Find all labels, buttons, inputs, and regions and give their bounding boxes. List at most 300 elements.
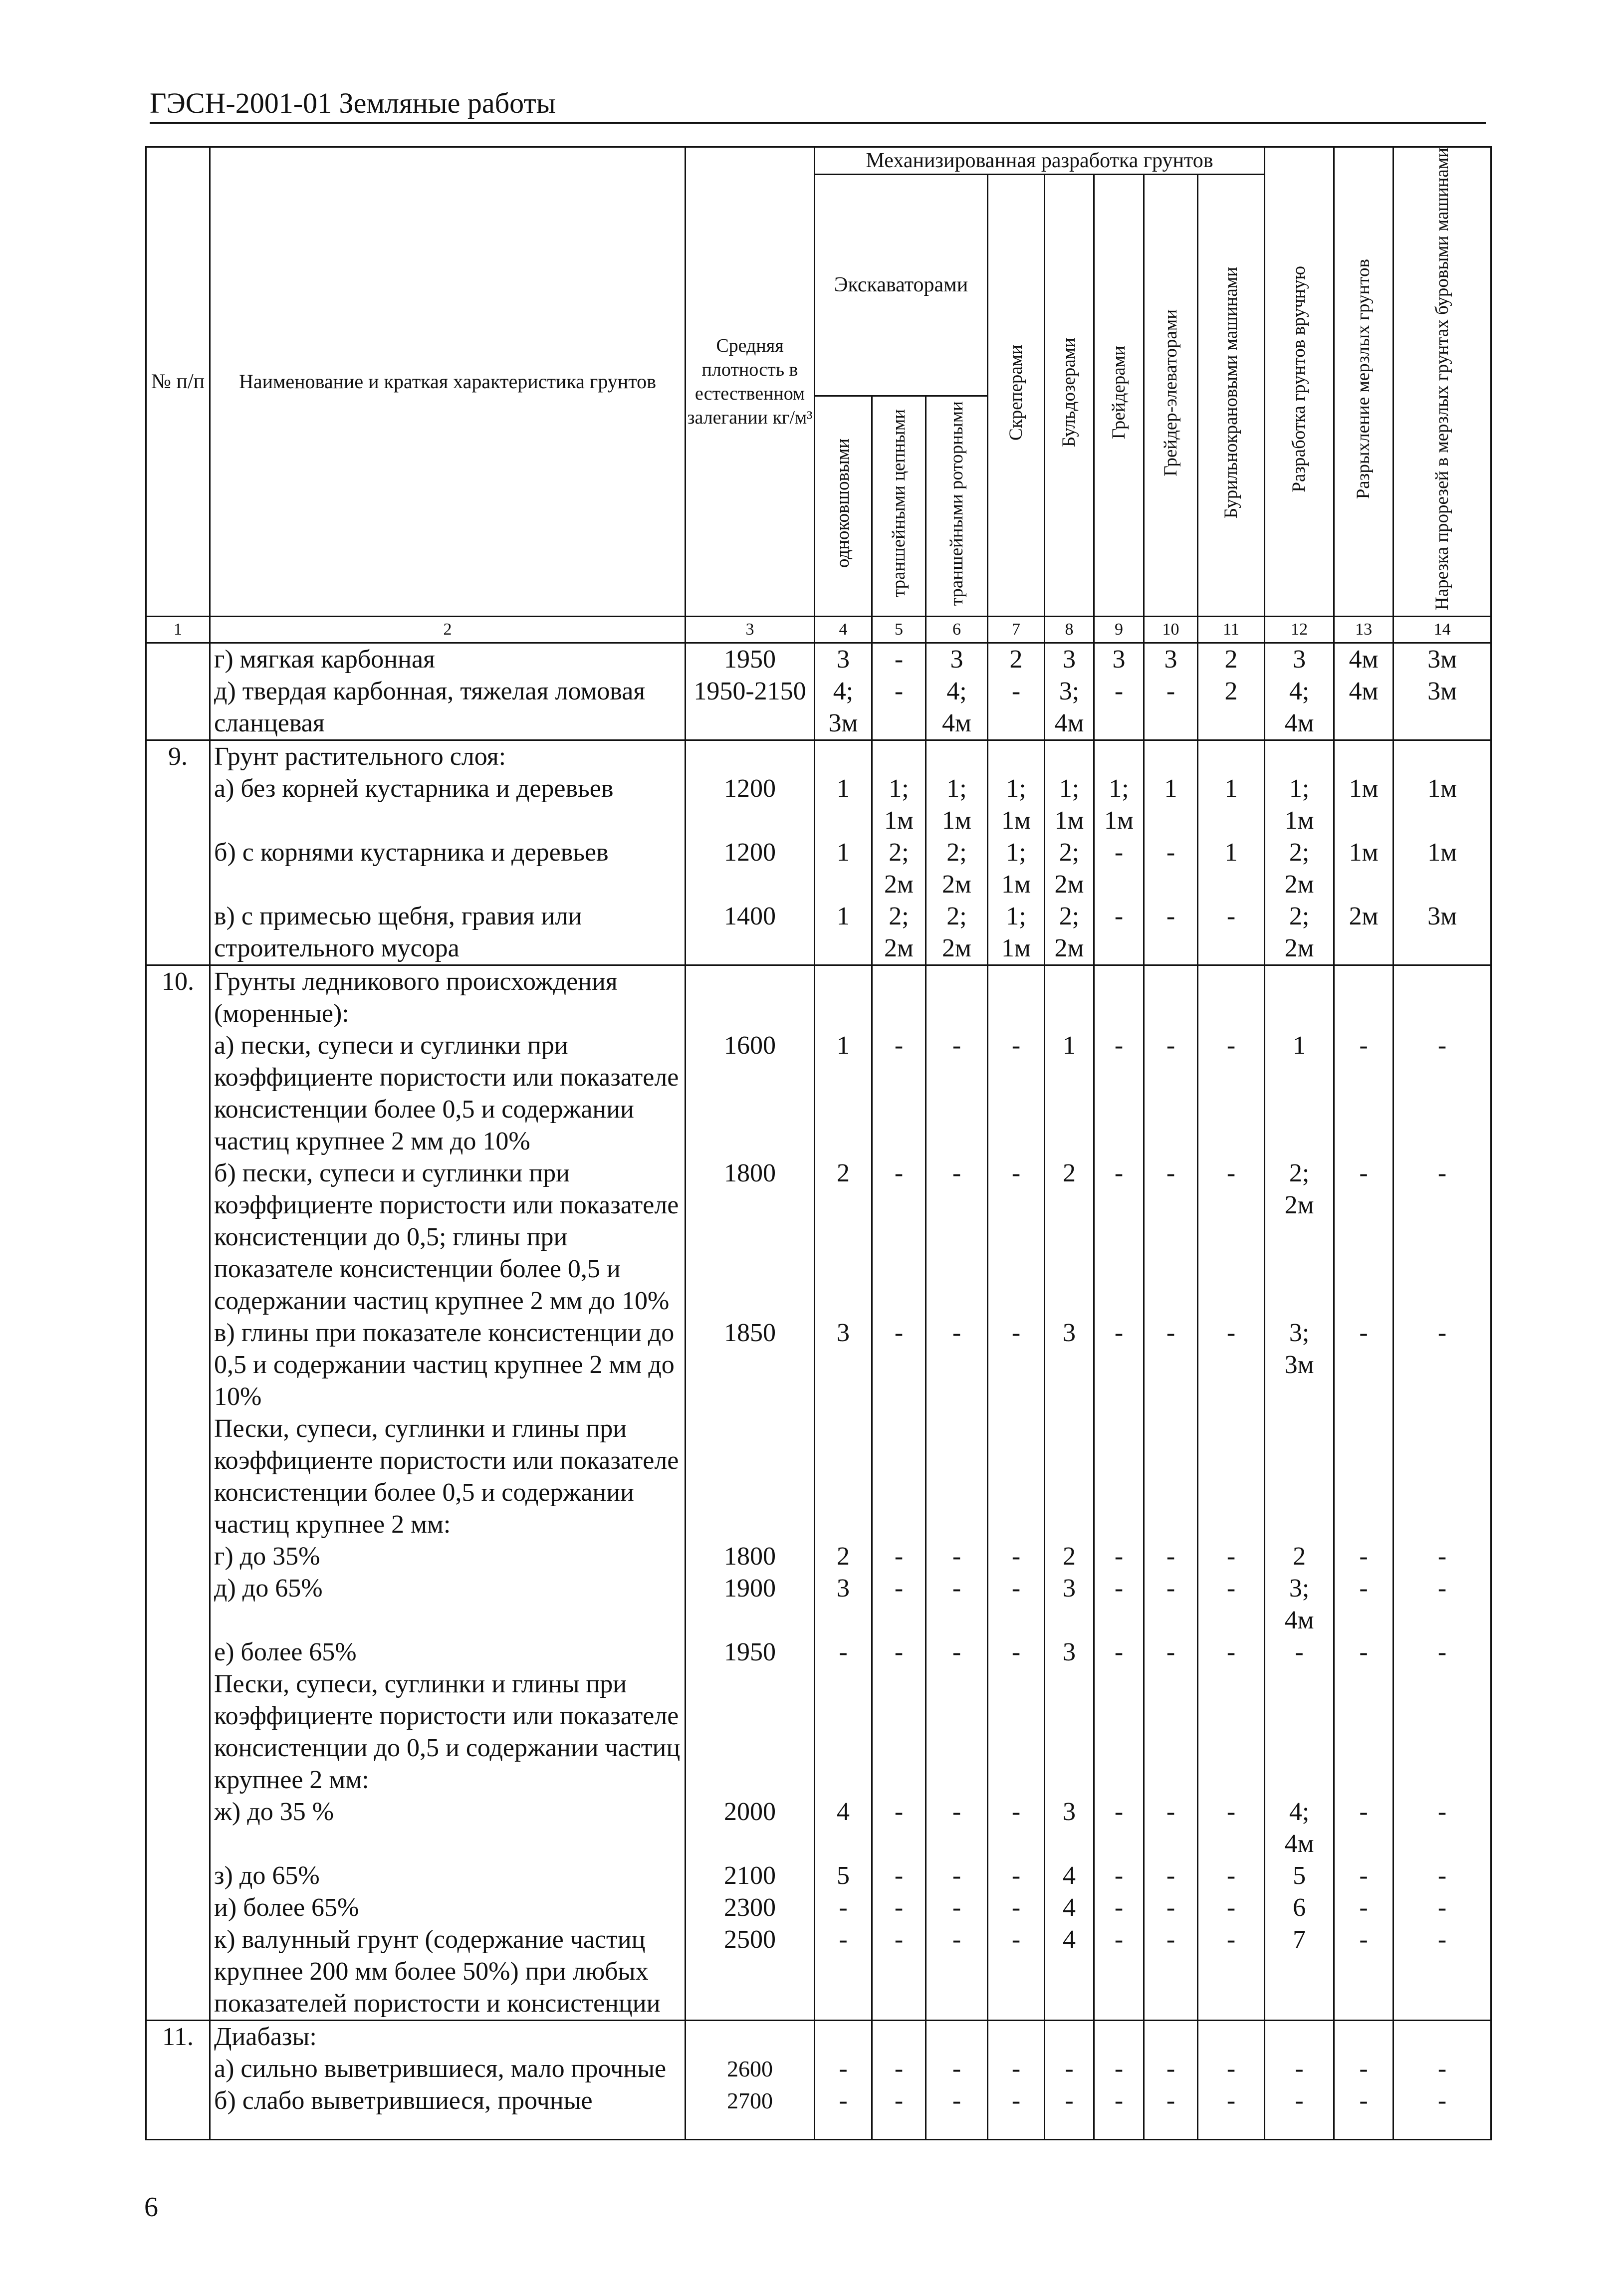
soil-density bbox=[686, 740, 815, 773]
soil-group-value: 3 bbox=[1265, 643, 1334, 676]
soil-group-value bbox=[1198, 740, 1265, 773]
soil-group-value: - bbox=[1265, 2053, 1334, 2085]
soil-group-value: - bbox=[988, 1317, 1045, 1413]
soil-group-value bbox=[815, 965, 872, 1030]
soil-group-value bbox=[1144, 740, 1198, 773]
table-row bbox=[146, 1796, 1491, 1860]
soil-group-value bbox=[988, 1668, 1045, 1796]
soil-group-value: - bbox=[872, 1030, 926, 1157]
soil-group-value bbox=[872, 740, 926, 773]
spacer-cell bbox=[926, 2117, 988, 2140]
row-number: 10. bbox=[146, 965, 210, 1030]
soil-group-value: 4м bbox=[1334, 676, 1393, 740]
soil-group-value: 1; 1м bbox=[926, 773, 988, 837]
soil-name: Пески, супеси, суглинки и глины при коэффициенте пористости или показателе консистенции более 0,5 и содержании частиц крупнее 2 мм: bbox=[210, 1413, 686, 1541]
soil-group-value: - bbox=[1265, 1636, 1334, 1668]
soil-group-value bbox=[1198, 965, 1265, 1030]
table-row bbox=[146, 643, 1491, 676]
page-number: 6 bbox=[144, 2192, 158, 2223]
soil-group-value: 3 bbox=[926, 643, 988, 676]
row-number bbox=[146, 1860, 210, 1892]
header-grader-elevators: Грейдер-элеваторами bbox=[1144, 175, 1198, 617]
table-row bbox=[146, 773, 1491, 837]
soil-group-value: 2 bbox=[815, 1157, 872, 1317]
soil-name: а) сильно выветрившиеся, мало прочные bbox=[210, 2053, 686, 2085]
spacer-cell bbox=[1198, 2117, 1265, 2140]
soil-group-value: 1; 1м bbox=[872, 773, 926, 837]
soil-group-value: 1; 1м bbox=[1265, 773, 1334, 837]
column-number: 3 bbox=[686, 617, 815, 643]
soil-group-value: 1 bbox=[1265, 1030, 1334, 1157]
soil-density: 1950-2150 bbox=[686, 676, 815, 740]
soil-group-value: 3м bbox=[1393, 901, 1491, 965]
soil-group-value: - bbox=[1144, 901, 1198, 965]
soil-group-value: - bbox=[1198, 1860, 1265, 1892]
soil-group-value: - bbox=[1094, 1157, 1144, 1317]
soil-name: б) слабо выветрившиеся, прочные bbox=[210, 2085, 686, 2117]
soil-group-value: - bbox=[1094, 676, 1144, 740]
soil-density: 1850 bbox=[686, 1317, 815, 1413]
header-num: № п/п bbox=[146, 147, 210, 617]
soil-density: 1800 bbox=[686, 1157, 815, 1317]
soil-group-value: 3 bbox=[1045, 1796, 1094, 1860]
row-number: 11. bbox=[146, 2021, 210, 2054]
soil-name: г) до 35% bbox=[210, 1541, 686, 1573]
soil-group-value: - bbox=[988, 2085, 1045, 2117]
row-number bbox=[146, 676, 210, 740]
soil-group-value: - bbox=[1198, 1892, 1265, 1924]
spacer-cell bbox=[146, 2117, 210, 2140]
soil-group-value: - bbox=[815, 1924, 872, 2021]
soil-group-value: - bbox=[1045, 2085, 1094, 2117]
soil-group-value: - bbox=[1094, 2085, 1144, 2117]
soil-name: б) пески, супеси и суглинки при коэффициенте пористости или показателе консистенции до 0,5; глины при показателе консистенции более 0,5 и содержании частиц крупнее 2 мм до 10% bbox=[210, 1157, 686, 1317]
table-row bbox=[146, 1413, 1491, 1541]
header-bulldozers: Бульдозерами bbox=[1045, 175, 1094, 617]
soil-group-value bbox=[1265, 1668, 1334, 1796]
soil-group-value: - bbox=[988, 1573, 1045, 1636]
soil-group-value: - bbox=[872, 1892, 926, 1924]
soil-group-value: 4; 4м bbox=[1265, 1796, 1334, 1860]
soil-group-value: 3; 4м bbox=[1045, 676, 1094, 740]
soil-group-value: - bbox=[1198, 2085, 1265, 2117]
soil-group-value bbox=[926, 1413, 988, 1541]
soil-group-value: - bbox=[1094, 1541, 1144, 1573]
soil-group-value: 3м bbox=[1393, 676, 1491, 740]
soil-name: г) мягкая карбонная bbox=[210, 643, 686, 676]
soil-group-value: 3 bbox=[1094, 643, 1144, 676]
soil-group-value: 4м bbox=[1334, 643, 1393, 676]
soil-group-value: - bbox=[1144, 2085, 1198, 2117]
row-number bbox=[146, 1413, 210, 1541]
soil-group-value bbox=[1144, 2021, 1198, 2054]
soil-group-value: - bbox=[1334, 1860, 1393, 1892]
soil-group-value: - bbox=[926, 1030, 988, 1157]
soil-group-value: 1 bbox=[815, 1030, 872, 1157]
soil-group-value bbox=[815, 1668, 872, 1796]
soil-group-value bbox=[1094, 1413, 1144, 1541]
soil-name: Грунты ледникового происхождения (моренные): bbox=[210, 965, 686, 1030]
soil-group-value: - bbox=[1198, 1030, 1265, 1157]
table-row bbox=[146, 901, 1491, 965]
spacer-cell bbox=[1265, 2117, 1334, 2140]
table-row bbox=[146, 965, 1491, 1030]
soil-group-value bbox=[1334, 740, 1393, 773]
soil-group-value: 5 bbox=[815, 1860, 872, 1892]
soil-group-value: - bbox=[1144, 1892, 1198, 1924]
soil-group-value: 2; 2м bbox=[1265, 837, 1334, 901]
soil-group-value bbox=[1045, 1668, 1094, 1796]
soil-name: Диабазы: bbox=[210, 2021, 686, 2054]
soil-group-value: 3; 4м bbox=[1265, 1573, 1334, 1636]
column-number: 14 bbox=[1393, 617, 1491, 643]
soil-group-value: - bbox=[926, 1892, 988, 1924]
soil-group-value: - bbox=[988, 1860, 1045, 1892]
column-number: 8 bbox=[1045, 617, 1094, 643]
column-numbers-row bbox=[146, 617, 1491, 643]
soil-group-value: 1 bbox=[815, 837, 872, 901]
soil-group-value: - bbox=[1094, 1317, 1144, 1413]
soil-group-value: 2 bbox=[815, 1541, 872, 1573]
soil-group-value: 2; 2м bbox=[1045, 837, 1094, 901]
soil-group-value: 2; 2м bbox=[926, 901, 988, 965]
soil-name: в) глины при показателе консистенции до 0,5 и содержании частиц крупнее 2 мм до 10% bbox=[210, 1317, 686, 1413]
soil-group-value: 2; 2м bbox=[872, 837, 926, 901]
soil-group-value: 1; 1м bbox=[988, 901, 1045, 965]
soil-density bbox=[686, 1413, 815, 1541]
table-row bbox=[146, 1924, 1491, 2021]
soil-group-value bbox=[1045, 740, 1094, 773]
soil-group-value: - bbox=[988, 1892, 1045, 1924]
table-row bbox=[146, 676, 1491, 740]
spacer-cell bbox=[1393, 2117, 1491, 2140]
soil-group-value: - bbox=[872, 1860, 926, 1892]
header-density: Средняя плотность в естественном залегании кг/м³ bbox=[686, 147, 815, 617]
soil-group-value: - bbox=[1393, 1924, 1491, 2021]
soil-group-value bbox=[1198, 1668, 1265, 1796]
soil-group-value: - bbox=[926, 1924, 988, 2021]
table-row bbox=[146, 740, 1491, 773]
soil-group-value: - bbox=[1144, 837, 1198, 901]
column-number: 12 bbox=[1265, 617, 1334, 643]
soil-group-value: - bbox=[872, 2085, 926, 2117]
soil-group-value: 2 bbox=[1265, 1541, 1334, 1573]
row-number bbox=[146, 1892, 210, 1924]
soil-group-value bbox=[1265, 1413, 1334, 1541]
soil-group-value: - bbox=[1393, 1796, 1491, 1860]
row-number bbox=[146, 643, 210, 676]
soil-group-value: - bbox=[1334, 1317, 1393, 1413]
soil-group-value: - bbox=[1144, 1860, 1198, 1892]
soil-group-value bbox=[1094, 965, 1144, 1030]
soil-group-value: 4 bbox=[1045, 1860, 1094, 1892]
soil-group-value: - bbox=[1334, 1030, 1393, 1157]
header-excavators: Экскаваторами bbox=[815, 175, 988, 396]
table-row bbox=[146, 1636, 1491, 1668]
soil-group-value bbox=[1393, 2021, 1491, 2054]
column-number: 4 bbox=[815, 617, 872, 643]
header-name: Наименование и краткая характеристика грунтов bbox=[210, 147, 686, 617]
soil-group-value bbox=[1265, 965, 1334, 1030]
soil-group-value bbox=[1334, 1413, 1393, 1541]
soil-density: 1200 bbox=[686, 837, 815, 901]
soil-density: 2300 bbox=[686, 1892, 815, 1924]
soil-group-value: - bbox=[1198, 1317, 1265, 1413]
soil-group-value: - bbox=[1144, 1030, 1198, 1157]
soil-group-value bbox=[988, 1413, 1045, 1541]
row-number bbox=[146, 1317, 210, 1413]
spacer-cell bbox=[872, 2117, 926, 2140]
soil-group-value: - bbox=[1198, 1796, 1265, 1860]
soil-group-value: - bbox=[1334, 1157, 1393, 1317]
soil-group-value: 3 bbox=[815, 643, 872, 676]
soil-name: Грунт растительного слоя: bbox=[210, 740, 686, 773]
soil-group-value: - bbox=[1094, 901, 1144, 965]
soil-density: 1400 bbox=[686, 901, 815, 965]
soil-group-value: - bbox=[1393, 2085, 1491, 2117]
soil-group-value: 2 bbox=[1045, 1157, 1094, 1317]
soil-group-value: 2; 2м bbox=[1265, 1157, 1334, 1317]
soil-group-value bbox=[815, 1413, 872, 1541]
soil-group-value: - bbox=[1094, 837, 1144, 901]
soil-group-value: 3 bbox=[1045, 1317, 1094, 1413]
soil-group-value: - bbox=[926, 1541, 988, 1573]
soil-name: в) с примесью щебня, гравия или строительного мусора bbox=[210, 901, 686, 965]
column-number: 10 bbox=[1144, 617, 1198, 643]
soil-group-value: - bbox=[815, 1892, 872, 1924]
soil-density bbox=[686, 2021, 815, 2054]
column-number: 2 bbox=[210, 617, 686, 643]
soil-density bbox=[686, 965, 815, 1030]
header-manual: Разработка грунтов вручную bbox=[1265, 147, 1334, 617]
soil-group-value: 2м bbox=[1334, 901, 1393, 965]
soil-group-value: - bbox=[926, 1636, 988, 1668]
soil-group-value bbox=[1094, 1668, 1144, 1796]
soil-group-value: 3 bbox=[815, 1573, 872, 1636]
soil-group-value: 2 bbox=[1045, 1541, 1094, 1573]
table-body bbox=[146, 643, 1491, 2140]
soil-group-value: 1м bbox=[1393, 837, 1491, 901]
soil-group-value bbox=[1144, 1668, 1198, 1796]
soil-group-value: 2; 2м bbox=[872, 901, 926, 965]
soil-group-value: - bbox=[872, 676, 926, 740]
soil-group-value: - bbox=[1334, 1924, 1393, 2021]
soil-group-value: - bbox=[1393, 1030, 1491, 1157]
soil-group-value: 1 bbox=[1198, 837, 1265, 901]
soil-group-value: - bbox=[815, 2085, 872, 2117]
soil-group-value: 2; 2м bbox=[1045, 901, 1094, 965]
table-row bbox=[146, 1668, 1491, 1796]
soil-group-value: - bbox=[872, 2053, 926, 2085]
soil-group-value: - bbox=[926, 1860, 988, 1892]
table-row bbox=[146, 837, 1491, 901]
soil-group-value: - bbox=[988, 1796, 1045, 1860]
soil-density: 2500 bbox=[686, 1924, 815, 2021]
header-scrapers: Скреперами bbox=[988, 175, 1045, 617]
soil-group-value: 1м bbox=[1334, 773, 1393, 837]
column-number: 9 bbox=[1094, 617, 1144, 643]
soil-group-value bbox=[1045, 965, 1094, 1030]
row-number bbox=[146, 1030, 210, 1157]
soil-group-value bbox=[1094, 740, 1144, 773]
soil-group-value: - bbox=[1094, 2053, 1144, 2085]
soil-group-value: - bbox=[1198, 1924, 1265, 2021]
soil-group-value: - bbox=[1144, 1636, 1198, 1668]
soil-density: 1950 bbox=[686, 1636, 815, 1668]
soil-group-value bbox=[1334, 2021, 1393, 2054]
soil-group-value: 4 bbox=[815, 1796, 872, 1860]
soil-group-value bbox=[1334, 965, 1393, 1030]
soil-group-value: 1 bbox=[815, 901, 872, 965]
soil-group-value: - bbox=[1144, 1157, 1198, 1317]
soil-group-value bbox=[988, 965, 1045, 1030]
soil-group-value: 5 bbox=[1265, 1860, 1334, 1892]
table-row bbox=[146, 1157, 1491, 1317]
soil-group-value: - bbox=[1144, 1796, 1198, 1860]
spacer-cell bbox=[1094, 2117, 1144, 2140]
soil-group-value: 1 bbox=[1144, 773, 1198, 837]
soil-group-value: 2 bbox=[1198, 676, 1265, 740]
soil-group-value: - bbox=[1334, 2085, 1393, 2117]
soil-group-value: 6 bbox=[1265, 1892, 1334, 1924]
soil-group-value bbox=[1265, 2021, 1334, 2054]
table-row bbox=[146, 2085, 1491, 2117]
soil-group-value: - bbox=[988, 1157, 1045, 1317]
spacer-cell bbox=[988, 2117, 1045, 2140]
table-bottom-spacer bbox=[146, 2117, 1491, 2140]
soil-group-value: 2; 2м bbox=[926, 837, 988, 901]
spacer-cell bbox=[1334, 2117, 1393, 2140]
soil-group-value bbox=[1094, 2021, 1144, 2054]
soil-group-value: 1 bbox=[1045, 1030, 1094, 1157]
soil-group-value: - bbox=[1393, 1541, 1491, 1573]
soil-group-value bbox=[1393, 1413, 1491, 1541]
soil-groups-table bbox=[145, 146, 1492, 2140]
header-rule bbox=[150, 122, 1486, 124]
soil-group-value: - bbox=[1334, 1892, 1393, 1924]
soil-group-value: - bbox=[926, 1573, 988, 1636]
soil-group-value: - bbox=[1334, 1541, 1393, 1573]
soil-group-value bbox=[815, 2021, 872, 2054]
table-header bbox=[146, 147, 1491, 643]
row-number bbox=[146, 1636, 210, 1668]
soil-group-value: 2; 2м bbox=[1265, 901, 1334, 965]
spacer-cell bbox=[1045, 2117, 1094, 2140]
row-number bbox=[146, 1924, 210, 2021]
soil-group-value bbox=[988, 740, 1045, 773]
soil-group-value: - bbox=[988, 1030, 1045, 1157]
soil-group-value: - bbox=[1094, 1030, 1144, 1157]
soil-group-value bbox=[1045, 1413, 1094, 1541]
soil-group-value: - bbox=[1144, 1924, 1198, 2021]
soil-group-value: - bbox=[1393, 1573, 1491, 1636]
column-number: 1 bbox=[146, 617, 210, 643]
soil-group-value: - bbox=[1198, 2053, 1265, 2085]
row-number bbox=[146, 1541, 210, 1573]
soil-density: 2100 bbox=[686, 1860, 815, 1892]
soil-group-value: - bbox=[926, 2053, 988, 2085]
soil-group-value: - bbox=[1094, 1573, 1144, 1636]
header-trench-chain: траншейными цепными bbox=[872, 396, 926, 616]
row-number bbox=[146, 1573, 210, 1636]
soil-name: а) без корней кустарника и деревьев bbox=[210, 773, 686, 837]
soil-group-value: - bbox=[815, 1636, 872, 1668]
soil-group-value: - bbox=[872, 1541, 926, 1573]
soil-group-value bbox=[1265, 740, 1334, 773]
soil-group-value: - bbox=[1265, 2085, 1334, 2117]
soil-name: б) с корнями кустарника и деревьев bbox=[210, 837, 686, 901]
soil-density bbox=[686, 1668, 815, 1796]
soil-group-value: - bbox=[1393, 1636, 1491, 1668]
soil-density: 1950 bbox=[686, 643, 815, 676]
soil-group-value: 1; 1м bbox=[1045, 773, 1094, 837]
soil-group-value bbox=[1144, 965, 1198, 1030]
soil-density: 2600 bbox=[686, 2053, 815, 2085]
soil-group-value: 1м bbox=[1393, 773, 1491, 837]
soil-group-value: - bbox=[1198, 901, 1265, 965]
soil-group-value bbox=[1144, 1413, 1198, 1541]
header-single-bucket: одноковшовыми bbox=[815, 396, 872, 616]
column-number: 5 bbox=[872, 617, 926, 643]
soil-group-value: 3; 3м bbox=[1265, 1317, 1334, 1413]
soil-group-value: - bbox=[1094, 1636, 1144, 1668]
soil-group-value: - bbox=[1393, 1892, 1491, 1924]
soil-group-value: - bbox=[1144, 1317, 1198, 1413]
soil-group-value: - bbox=[1334, 1573, 1393, 1636]
soil-group-value: - bbox=[872, 1636, 926, 1668]
soil-group-value: - bbox=[1198, 1541, 1265, 1573]
soil-group-value: - bbox=[1094, 1860, 1144, 1892]
soil-name: д) твердая карбонная, тяжелая ломовая сланцевая bbox=[210, 676, 686, 740]
soil-group-value: - bbox=[1334, 1636, 1393, 1668]
table-row bbox=[146, 1892, 1491, 1924]
soil-group-value: 1м bbox=[1334, 837, 1393, 901]
soil-group-value: - bbox=[872, 1796, 926, 1860]
soil-group-value bbox=[926, 965, 988, 1030]
soil-group-value: 3 bbox=[815, 1317, 872, 1413]
soil-group-value: - bbox=[926, 1317, 988, 1413]
soil-group-value: 2 bbox=[1198, 643, 1265, 676]
table-row bbox=[146, 1541, 1491, 1573]
soil-group-value: 4; 3м bbox=[815, 676, 872, 740]
header-frozen-loosening: Разрыхление мерзлых грунтов bbox=[1334, 147, 1393, 617]
header-frozen-cutting: Нарезка прорезей в мерзлых грунтах буровыми машинами bbox=[1393, 147, 1491, 617]
soil-group-value: 3 bbox=[1045, 643, 1094, 676]
table-row bbox=[146, 1030, 1491, 1157]
soil-name: и) более 65% bbox=[210, 1892, 686, 1924]
row-number: 9. bbox=[146, 740, 210, 773]
soil-name: д) до 65% bbox=[210, 1573, 686, 1636]
soil-group-value: 3 bbox=[1144, 643, 1198, 676]
soil-group-value: 1; 1м bbox=[988, 837, 1045, 901]
soil-group-value bbox=[926, 740, 988, 773]
column-number: 13 bbox=[1334, 617, 1393, 643]
soil-group-value: - bbox=[1144, 676, 1198, 740]
row-number bbox=[146, 1668, 210, 1796]
soil-group-value bbox=[1045, 2021, 1094, 2054]
header-mechanized: Механизированная разработка грунтов bbox=[815, 147, 1265, 175]
soil-density: 1200 bbox=[686, 773, 815, 837]
soil-name: ж) до 35 % bbox=[210, 1796, 686, 1860]
soil-group-value: 1; 1м bbox=[988, 773, 1045, 837]
soil-group-value: - bbox=[1393, 1157, 1491, 1317]
soil-group-value bbox=[1393, 1668, 1491, 1796]
soil-name: к) валунный грунт (содержание частиц крупнее 200 мм более 50%) при любых показателей пористости и консистенции bbox=[210, 1924, 686, 2021]
soil-group-value: - bbox=[872, 1924, 926, 2021]
soil-group-value: 4 bbox=[1045, 1892, 1094, 1924]
soil-group-value: 1 bbox=[815, 773, 872, 837]
document-header: ГЭСН-2001-01 Земляные работы bbox=[150, 87, 556, 119]
